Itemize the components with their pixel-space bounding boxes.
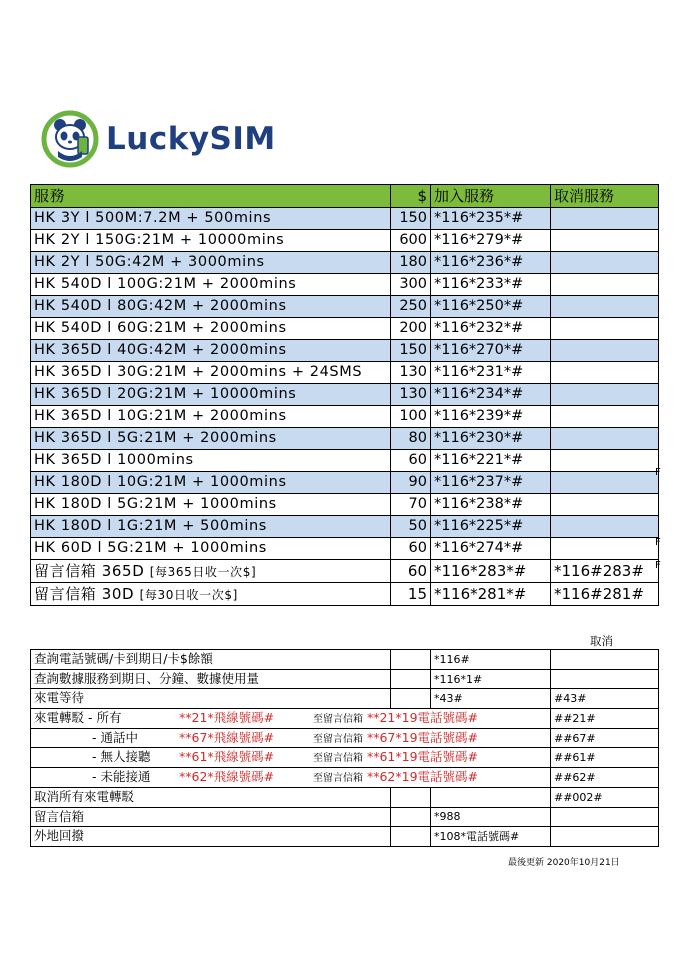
service-cancel-code <box>551 274 659 296</box>
plan-name: 留言信箱 30D <box>34 584 135 603</box>
code-cancel <box>551 669 659 689</box>
service-row <box>31 274 659 296</box>
code-label: 查詢數據服務到期日、分鐘、數據使用量 <box>31 669 391 689</box>
service-cancel-code <box>551 230 659 252</box>
code-add: *988 <box>431 807 551 827</box>
service-price: 50 <box>391 516 431 538</box>
forwarding-vm-code: **61*19電話號碼# <box>366 749 479 765</box>
service-cancel-code <box>551 208 659 230</box>
forwarding-cancel: ##62# <box>551 768 659 788</box>
service-name: HK 540D l 80G:42M + 2000mins <box>31 296 391 318</box>
forwarding-cancel: ##67# <box>551 728 659 748</box>
forwarding-vm-code: **67*19電話號碼# <box>366 729 479 745</box>
service-price: 200 <box>391 318 431 340</box>
service-price: 150 <box>391 208 431 230</box>
service-add-code: *116*237*# <box>431 472 551 494</box>
brand-logo <box>38 108 276 170</box>
plan-note: [每30日收一次$] <box>139 587 238 602</box>
code-label: 取消所有來電轉駁 <box>31 787 391 807</box>
code-cancel <box>551 827 659 847</box>
service-add-code: *116*233*# <box>431 274 551 296</box>
service-price: 180 <box>391 252 431 274</box>
codes-table <box>30 649 659 847</box>
forwarding-row <box>31 768 659 788</box>
code-cancel: ##002# <box>551 787 659 807</box>
code-label: 留言信箱 <box>31 807 391 827</box>
service-cancel-code <box>551 318 659 340</box>
margin-mark: F <box>655 537 661 548</box>
forwarding-label: - 無人接聽 <box>92 749 151 765</box>
code-add: *108*電話號碼# <box>431 827 551 847</box>
service-price: 130 <box>391 362 431 384</box>
service-cancel-code <box>551 428 659 450</box>
service-add-code: *116*234*# <box>431 384 551 406</box>
plan-add-code: *116*281*# <box>431 583 551 606</box>
plan-note: [每365日收一次$] <box>149 564 257 579</box>
service-price: 300 <box>391 274 431 296</box>
plan-cancel-code: *116#283# <box>551 560 659 583</box>
service-add-code: *116*232*# <box>431 318 551 340</box>
service-add-code: *116*250*# <box>431 296 551 318</box>
voicemail-plan-row <box>31 583 659 606</box>
code-label: 來電等待 <box>31 689 391 709</box>
service-cancel-code <box>551 252 659 274</box>
code-row <box>31 827 659 847</box>
service-price: 600 <box>391 230 431 252</box>
service-add-code: *116*221*# <box>431 450 551 472</box>
service-name: HK 180D l 1G:21M + 500mins <box>31 516 391 538</box>
service-row <box>31 318 659 340</box>
service-name: HK 365D l 20G:21M + 10000mins <box>31 384 391 406</box>
service-add-code: *116*231*# <box>431 362 551 384</box>
brand-name: LuckySIM <box>106 121 276 157</box>
service-add-code: *116*238*# <box>431 494 551 516</box>
forwarding-code: **67*飛線號碼# <box>179 729 275 745</box>
service-cancel-code <box>551 406 659 428</box>
header-cancel: 取消服務 <box>551 185 659 208</box>
service-add-code: *116*270*# <box>431 340 551 362</box>
service-name: HK 2Y l 50G:42M + 3000mins <box>31 252 391 274</box>
service-name: HK 365D l 1000mins <box>31 450 391 472</box>
service-row <box>31 516 659 538</box>
forwarding-label: 來電轉駁 - 所有 <box>34 709 122 725</box>
service-price: 60 <box>391 450 431 472</box>
service-row <box>31 494 659 516</box>
service-row <box>31 472 659 494</box>
forwarding-code: **21*飛線號碼# <box>179 709 275 725</box>
service-cancel-code <box>551 296 659 318</box>
service-row <box>31 230 659 252</box>
service-name: HK 3Y l 500M:7.2M + 500mins <box>31 208 391 230</box>
voicemail-text: 至留言信箱 <box>313 753 363 765</box>
voicemail-text: 至留言信箱 <box>313 772 363 784</box>
service-cancel-code <box>551 384 659 406</box>
service-row <box>31 340 659 362</box>
code-label: 外地回撥 <box>31 827 391 847</box>
code-cancel <box>551 807 659 827</box>
service-name: HK 540D l 100G:21M + 2000mins <box>31 274 391 296</box>
service-price: 150 <box>391 340 431 362</box>
service-row <box>31 428 659 450</box>
code-cancel: #43# <box>551 689 659 709</box>
code-row <box>31 807 659 827</box>
forwarding-code: **61*飛線號碼# <box>179 749 275 765</box>
plan-cancel-code: *116#281# <box>551 583 659 606</box>
plan-price: 60 <box>391 560 431 583</box>
code-row <box>31 650 659 670</box>
service-name: HK 60D l 5G:21M + 1000mins <box>31 538 391 560</box>
last-updated: 最後更新 2020年10月21日 <box>508 858 620 868</box>
service-cancel-code <box>551 472 659 494</box>
margin-mark: F <box>655 560 661 571</box>
service-table-header <box>31 185 659 208</box>
service-row <box>31 208 659 230</box>
service-table <box>30 184 659 606</box>
plan-price: 15 <box>391 583 431 606</box>
service-cancel-code <box>551 340 659 362</box>
code-row <box>31 689 659 709</box>
service-row <box>31 362 659 384</box>
code-label: 查詢電話號碼/卡到期日/卡$餘額 <box>31 650 391 670</box>
service-add-code: *116*239*# <box>431 406 551 428</box>
forwarding-label: - 通話中 <box>92 729 138 745</box>
cancel-column-label: 取消 <box>590 634 613 648</box>
service-name: HK 365D l 30G:21M + 2000mins + 24SMS <box>31 362 391 384</box>
service-name: HK 180D l 5G:21M + 1000mins <box>31 494 391 516</box>
code-add: *116*1# <box>431 669 551 689</box>
service-add-code: *116*225*# <box>431 516 551 538</box>
voicemail-plan-row <box>31 560 659 583</box>
service-price: 250 <box>391 296 431 318</box>
plan-add-code: *116*283*# <box>431 560 551 583</box>
forwarding-vm-code: **21*19電話號碼# <box>366 709 479 725</box>
forwarding-label: - 未能接通 <box>92 768 151 784</box>
service-cancel-code <box>551 450 659 472</box>
header-price: $ <box>391 185 431 208</box>
code-row <box>31 669 659 689</box>
forwarding-cancel: ##61# <box>551 748 659 768</box>
service-cancel-code <box>551 494 659 516</box>
header-service: 服務 <box>31 185 391 208</box>
code-add: *43# <box>431 689 551 709</box>
service-row <box>31 450 659 472</box>
service-name: HK 365D l 40G:42M + 2000mins <box>31 340 391 362</box>
forwarding-row <box>31 748 659 768</box>
service-add-code: *116*230*# <box>431 428 551 450</box>
service-add-code: *116*235*# <box>431 208 551 230</box>
service-row <box>31 384 659 406</box>
forwarding-row <box>31 709 659 729</box>
service-price: 70 <box>391 494 431 516</box>
voicemail-text: 至留言信箱 <box>313 713 363 725</box>
code-row <box>31 787 659 807</box>
service-row <box>31 252 659 274</box>
service-price: 100 <box>391 406 431 428</box>
forwarding-cancel: ##21# <box>551 709 659 729</box>
code-add <box>431 787 551 807</box>
service-name: HK 365D l 10G:21M + 2000mins <box>31 406 391 428</box>
panda-phone-icon <box>38 107 102 171</box>
voicemail-text: 至留言信箱 <box>313 733 363 745</box>
service-price: 90 <box>391 472 431 494</box>
header-add: 加入服務 <box>431 185 551 208</box>
plan-name: 留言信箱 365D <box>34 561 145 580</box>
code-add: *116# <box>431 650 551 670</box>
service-row <box>31 538 659 560</box>
service-name: HK 180D l 10G:21M + 1000mins <box>31 472 391 494</box>
margin-mark: F <box>655 467 661 478</box>
service-name: HK 540D l 60G:21M + 2000mins <box>31 318 391 340</box>
service-row <box>31 406 659 428</box>
forwarding-vm-code: **62*19電話號碼# <box>366 768 479 784</box>
service-name: HK 365D l 5G:21M + 2000mins <box>31 428 391 450</box>
forwarding-code: **62*飛線號碼# <box>179 768 275 784</box>
service-price: 60 <box>391 538 431 560</box>
service-row <box>31 296 659 318</box>
service-add-code: *116*236*# <box>431 252 551 274</box>
service-price: 80 <box>391 428 431 450</box>
service-add-code: *116*279*# <box>431 230 551 252</box>
service-cancel-code <box>551 516 659 538</box>
code-cancel <box>551 650 659 670</box>
service-name: HK 2Y l 150G:21M + 10000mins <box>31 230 391 252</box>
service-cancel-code <box>551 362 659 384</box>
service-add-code: *116*274*# <box>431 538 551 560</box>
forwarding-row <box>31 728 659 748</box>
service-cancel-code <box>551 538 659 560</box>
service-price: 130 <box>391 384 431 406</box>
